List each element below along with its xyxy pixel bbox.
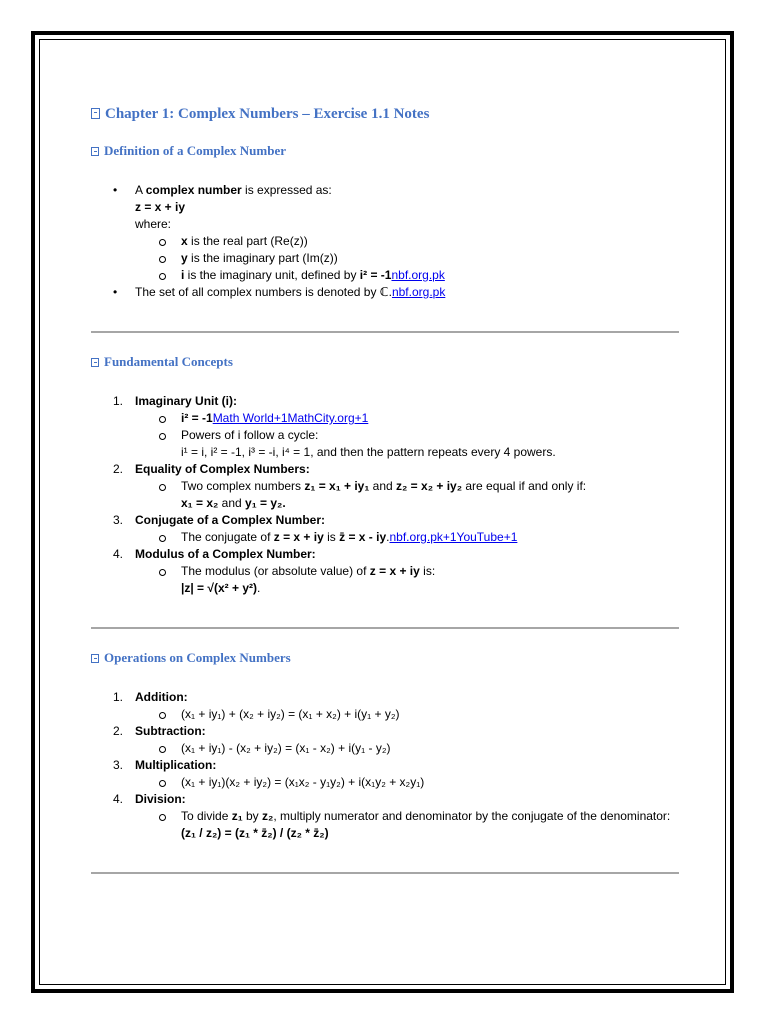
document-content [91, 104, 679, 894]
section-divider [91, 872, 679, 874]
list-item: (x₁ + iy₁)(x₂ + iy₂) = (x₁x₂ - y₁y₂) + i(x₁y₂ + x₂y₁) [135, 774, 679, 791]
list-item: • The set of all complex numbers is denoted by ℂ.nbf.org.pk [91, 284, 679, 301]
list-item: i² = -1Math World+1MathCity.org+1 [135, 410, 679, 427]
list-item: y is the imaginary part (Im(z)) [135, 250, 679, 267]
missing-glyph-icon [91, 654, 99, 663]
source-link[interactable]: nbf.org.pk [391, 268, 445, 282]
sub-list [135, 529, 679, 546]
section-heading-operations: Operations on Complex Numbers [91, 649, 679, 667]
list-item: (x₁ + iy₁) - (x₂ + iy₂) = (x₁ - x₂) + i(y₁ - y₂) [135, 740, 679, 757]
page-title: Chapter 1: Complex Numbers – Exercise 1.1 Notes [91, 104, 679, 124]
list-item: 1. Imaginary Unit (i): i² = -1Math World+1MathCity.org+1 Powers of i follow a cycle: i¹ = i, i² = -1, i³ = -i, i⁴ = 1, and then the pattern repeats every 4 powers. [91, 393, 679, 461]
definition-sub-list [135, 233, 679, 284]
list-item: 3. Conjugate of a Complex Number: The conjugate of z = x + iy is z̄ = x - iy.nbf.org.pk+1YouTube+1 [91, 512, 679, 546]
list-item: • A complex number is expressed as: z = x + iy where: x is the real part (Re(z)) y is the imaginary part (Im(z)) i is the imaginary unit, defined by i² = -1nbf.org.pk [91, 182, 679, 284]
missing-glyph-icon [91, 358, 99, 367]
list-item: The conjugate of z = x + iy is z̄ = x - iy.nbf.org.pk+1YouTube+1 [135, 529, 679, 546]
missing-glyph-icon [91, 108, 100, 119]
list-item: Two complex numbers z₁ = x₁ + iy₁ and z₂ = x₂ + iy₂ are equal if and only if: x₁ = x₂ and y₁ = y₂. [135, 478, 679, 512]
definition-list [91, 182, 679, 301]
list-item: i is the imaginary unit, defined by i² = -1nbf.org.pk [135, 267, 679, 284]
sub-list [135, 706, 679, 723]
operations-list [91, 689, 679, 842]
list-item: 2. Subtraction: (x₁ + iy₁) - (x₂ + iy₂) = (x₁ - x₂) + i(y₁ - y₂) [91, 723, 679, 757]
section-divider [91, 331, 679, 333]
list-item: To divide z₁ by z₂, multiply numerator and denominator by the conjugate of the denominator: (z₁ / z₂) = (z₁ * z̄₂) / (z₂ * z̄₂) [135, 808, 679, 842]
source-link[interactable]: Math World+1MathCity.org+1 [212, 411, 369, 425]
list-item: 4. Modulus of a Complex Number: The modulus (or absolute value) of z = x + iy is: |z| = √(x² + y²). [91, 546, 679, 597]
list-item: 1. Addition: (x₁ + iy₁) + (x₂ + iy₂) = (x₁ + x₂) + i(y₁ + y₂) [91, 689, 679, 723]
sub-list [135, 774, 679, 791]
missing-glyph-icon [91, 147, 99, 156]
source-link[interactable]: nbf.org.pk+1YouTube+1 [389, 530, 518, 544]
sub-list [135, 478, 679, 512]
section-heading-definition: Definition of a Complex Number [91, 142, 679, 160]
fundamental-list [91, 393, 679, 597]
list-item: Powers of i follow a cycle: i¹ = i, i² = -1, i³ = -i, i⁴ = 1, and then the pattern repeats every 4 powers. [135, 427, 679, 461]
source-link[interactable]: nbf.org.pk [391, 285, 446, 299]
list-item: 3. Multiplication: (x₁ + iy₁)(x₂ + iy₂) = (x₁x₂ - y₁y₂) + i(x₁y₂ + x₂y₁) [91, 757, 679, 791]
section-heading-fundamental: Fundamental Concepts [91, 353, 679, 371]
list-item: x is the real part (Re(z)) [135, 233, 679, 250]
sub-list [135, 740, 679, 757]
list-item: The modulus (or absolute value) of z = x + iy is: |z| = √(x² + y²). [135, 563, 679, 597]
list-item: (x₁ + iy₁) + (x₂ + iy₂) = (x₁ + x₂) + i(y₁ + y₂) [135, 706, 679, 723]
sub-list [135, 410, 679, 461]
sub-list [135, 563, 679, 597]
formula: z = x + iy [135, 200, 186, 214]
section-divider [91, 627, 679, 629]
sub-list [135, 808, 679, 842]
list-item: 2. Equality of Complex Numbers: Two complex numbers z₁ = x₁ + iy₁ and z₂ = x₂ + iy₂ are equal if and only if: x₁ = x₂ and y₁ = y₂. [91, 461, 679, 512]
list-item: 4. Division: To divide z₁ by z₂, multiply numerator and denominator by the conjugate of the denominator: (z₁ / z₂) = (z₁ * z̄₂) / (z₂ * z̄₂) [91, 791, 679, 842]
